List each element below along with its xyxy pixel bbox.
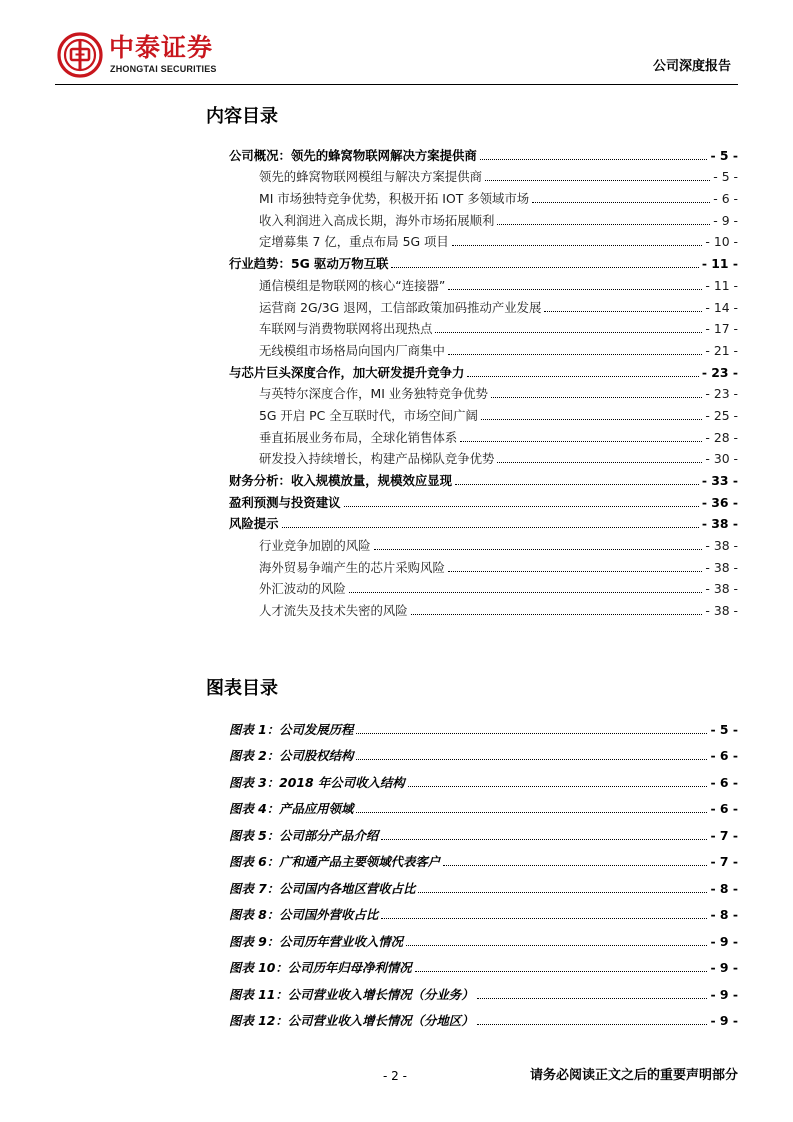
dot-leader — [448, 354, 703, 355]
dot-leader — [443, 865, 707, 866]
toc-entry[interactable] — [229, 531, 738, 553]
figure-entry[interactable] — [229, 737, 738, 764]
dot-leader — [435, 332, 702, 333]
toc-entry[interactable] — [229, 184, 738, 206]
dot-leader — [411, 614, 703, 615]
figure-entry-text: 图表 1：公司发展历程 — [229, 721, 354, 737]
toc-entry-page: - 38 - — [705, 603, 738, 619]
toc-entry[interactable] — [229, 293, 738, 315]
toc-entry-text: 无线模组市场格局向国内厂商集中 — [259, 342, 445, 358]
dot-leader — [381, 839, 707, 840]
figure-entry-page: - 6 - — [710, 774, 738, 790]
figures-title: 图表目录 — [206, 678, 278, 699]
toc-entry-page: - 38 - — [705, 581, 738, 597]
toc-entry-text: 领先的蜂窝物联网模组与解决方案提供商 — [259, 169, 483, 185]
footer-disclaimer: 请务必阅读正文之后的重要声明部分 — [529, 1068, 738, 1083]
figure-entry-page: - 9 - — [710, 933, 738, 949]
toc-entry-page: - 9 - — [713, 212, 738, 228]
page-header — [0, 0, 793, 90]
figure-entry[interactable] — [229, 949, 738, 976]
dot-leader — [481, 419, 703, 420]
toc-entry-text: 财务分析：收入规模放量，规模效应显现 — [229, 473, 453, 488]
figure-entry-text: 图表 8：公司国外营收占比 — [229, 907, 379, 922]
toc-entry[interactable] — [229, 380, 738, 402]
brand-name-en: ZHONGTAI SECURITIES — [110, 64, 217, 74]
figure-entry-text: 图表 10：公司历年归母净利情况 — [229, 960, 412, 975]
dot-leader — [349, 592, 703, 593]
toc-entry[interactable] — [229, 401, 738, 423]
toc-entry[interactable] — [229, 423, 738, 445]
toc-entry[interactable] — [229, 488, 738, 510]
dot-leader — [497, 462, 702, 463]
toc-entry-page: - 11 - — [701, 256, 738, 272]
toc-entry-text: 5G 开启 PC 全互联时代，市场空间广阔 — [259, 407, 478, 423]
toc-entry-text: 行业趋势：5G 驱动万物互联 — [229, 256, 389, 272]
toc-entry-text: 公司概况：领先的蜂窝物联网解决方案提供商 — [229, 147, 477, 163]
toc-entry[interactable] — [229, 553, 738, 575]
dot-leader — [406, 945, 707, 946]
brand-name-cn: 中泰证券 — [109, 33, 214, 62]
dot-leader — [356, 812, 707, 813]
toc-entry[interactable] — [229, 141, 738, 163]
dot-leader — [381, 918, 707, 919]
figure-entry-page: - 7 - — [710, 827, 738, 843]
figure-entry-page: - 5 - — [710, 721, 738, 737]
dot-leader — [455, 484, 699, 485]
dot-leader — [460, 441, 702, 442]
toc-entry[interactable] — [229, 575, 738, 597]
figure-entry-text: 图表 4：产品应用领域 — [229, 801, 354, 816]
toc-entry-page: - 36 - — [701, 494, 738, 510]
toc-entry-text: 研发投入持续增长，构建产品梯队竞争优势 — [259, 451, 495, 467]
toc-entry-page: - 21 - — [705, 342, 738, 358]
figure-entry-text: 图表 6：广和通产品主要领域代表客户 — [229, 854, 441, 869]
figure-entry[interactable] — [229, 710, 738, 737]
toc-entry-text: 海外贸易争端产生的芯片采购风险 — [259, 559, 445, 575]
toc-entry-page: - 6 - — [713, 191, 738, 207]
toc-entry-text: 运营商 2G/3G 退网，工信部政策加码推动产业发展 — [259, 299, 542, 315]
dot-leader — [448, 289, 702, 290]
toc-entry[interactable] — [229, 358, 738, 380]
toc-entry-text: 收入利润进入高成长期，海外市场拓展顺利 — [259, 212, 495, 228]
toc-entry[interactable] — [229, 445, 738, 467]
toc-entry-text: 通信模组是物联网的核心“连接器” — [259, 277, 446, 293]
toc-entry[interactable] — [229, 249, 738, 271]
toc-entry-text: 风险提示 — [229, 516, 279, 532]
page-number: - 2 - — [383, 1069, 407, 1083]
toc-entry-page: - 38 - — [705, 538, 738, 554]
dot-leader — [497, 224, 710, 225]
toc-entry-text: 定增募集 7 亿，重点布局 5G 项目 — [259, 234, 449, 250]
figure-entry[interactable] — [229, 763, 738, 790]
toc-entry-text: 与英特尔深度合作，MI 业务独特竞争优势 — [259, 386, 488, 402]
dot-leader — [477, 1024, 708, 1025]
toc-entry[interactable] — [229, 510, 738, 532]
figure-entry-text: 图表 2：公司股权结构 — [229, 748, 354, 763]
toc-title: 内容目录 — [206, 106, 278, 127]
dot-leader — [391, 267, 698, 268]
toc-entry[interactable] — [229, 271, 738, 293]
dot-leader — [356, 759, 707, 760]
figure-entry-page: - 8 - — [710, 880, 738, 896]
figure-entry-page: - 8 - — [710, 907, 738, 922]
figure-entry[interactable] — [229, 790, 738, 817]
dot-leader — [477, 998, 708, 999]
dot-leader — [480, 159, 708, 160]
toc-entry-page: - 10 - — [705, 234, 738, 250]
figures-list — [229, 710, 738, 1028]
toc-entry-text: 车联网与消费物联网将出现热点 — [259, 321, 433, 337]
toc-entry-page: - 28 - — [705, 429, 738, 445]
toc-entry-page: - 23 - — [701, 364, 738, 380]
dot-leader — [491, 397, 702, 398]
report-type: 公司深度报告 — [652, 59, 731, 74]
toc-entry[interactable] — [229, 163, 738, 185]
figure-entry-text: 图表 11：公司营业收入增长情况（分业务） — [229, 986, 474, 1002]
toc-entry-page: - 11 - — [705, 277, 738, 293]
dot-leader — [356, 733, 707, 734]
dot-leader — [374, 549, 703, 550]
toc-entry-page: - 38 - — [705, 559, 738, 575]
figure-entry-page: - 6 - — [710, 801, 738, 816]
toc-entry-text: MI 市场独特竞争优势，积极开拓 IOT 多领域市场 — [259, 191, 530, 207]
toc-entry[interactable] — [229, 228, 738, 250]
figure-entry-page: - 9 - — [710, 960, 738, 975]
figure-entry[interactable] — [229, 843, 738, 870]
dot-leader — [415, 971, 708, 972]
header-divider — [55, 84, 738, 85]
toc-entry-text: 外汇波动的风险 — [259, 581, 346, 597]
figure-entry-text: 图表 9：公司历年营业收入情况 — [229, 933, 404, 949]
toc-entry-page: - 33 - — [701, 473, 738, 488]
dot-leader — [408, 786, 708, 787]
figure-entry-text: 图表 12：公司营业收入增长情况（分地区） — [229, 1013, 474, 1028]
figure-entry[interactable] — [229, 922, 738, 949]
figure-entry-page: - 6 - — [710, 748, 738, 763]
toc-entry[interactable] — [229, 315, 738, 337]
toc-entry[interactable] — [229, 336, 738, 358]
toc-entry-page: - 17 - — [705, 321, 738, 337]
toc-entry-text: 与芯片巨头深度合作，加大研发提升竞争力 — [229, 364, 465, 380]
toc-list — [229, 141, 738, 618]
figure-entry-page: - 7 - — [710, 854, 738, 869]
dot-leader — [282, 527, 699, 528]
toc-entry[interactable] — [229, 596, 738, 618]
dot-leader — [544, 311, 702, 312]
figure-entry[interactable] — [229, 869, 738, 896]
figure-entry-page: - 9 - — [710, 986, 738, 1002]
dot-leader — [467, 376, 698, 377]
toc-entry-page: - 30 - — [705, 451, 738, 467]
toc-entry-text: 人才流失及技术失密的风险 — [259, 603, 408, 619]
figure-entry-text: 图表 5：公司部分产品介绍 — [229, 827, 379, 843]
figure-entry-text: 图表 3：2018 年公司收入结构 — [229, 774, 405, 790]
toc-entry-text: 行业竞争加剧的风险 — [259, 538, 371, 554]
figure-entry[interactable] — [229, 1002, 738, 1029]
dot-leader — [418, 892, 707, 893]
figure-entry[interactable] — [229, 816, 738, 843]
dot-leader — [452, 245, 703, 246]
toc-entry-page: - 38 - — [701, 516, 738, 532]
zhongtai-logo-icon — [57, 32, 103, 78]
toc-entry-page: - 5 - — [713, 169, 738, 185]
dot-leader — [532, 202, 710, 203]
toc-entry-text: 盈利预测与投资建议 — [229, 494, 341, 510]
figure-entry[interactable] — [229, 896, 738, 923]
toc-entry-text: 垂直拓展业务布局，全球化销售体系 — [259, 429, 458, 445]
figure-entry[interactable] — [229, 975, 738, 1002]
toc-entry-page: - 14 - — [705, 299, 738, 315]
toc-entry[interactable] — [229, 206, 738, 228]
toc-entry-page: - 5 - — [710, 147, 738, 163]
dot-leader — [344, 506, 699, 507]
toc-entry-page: - 25 - — [705, 407, 738, 423]
dot-leader — [485, 180, 710, 181]
dot-leader — [448, 571, 703, 572]
toc-entry-page: - 23 - — [705, 386, 738, 402]
figure-entry-text: 图表 7：公司国内各地区营收占比 — [229, 880, 416, 896]
toc-entry[interactable] — [229, 466, 738, 488]
figure-entry-page: - 9 - — [710, 1013, 738, 1028]
